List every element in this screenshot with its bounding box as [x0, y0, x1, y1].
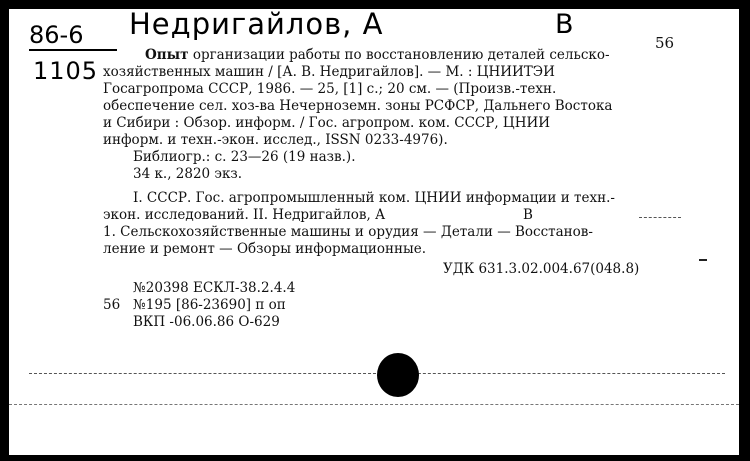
card-line-5: и Сибири : Обзор. информ. / Гос. агропром. ком. СССР, ЦНИИ	[103, 115, 551, 131]
price-copies-line: 34 к., 2820 экз.	[133, 166, 243, 182]
udk-line: УДК 631.3.02.004.67(048.8)	[443, 261, 640, 277]
title-word: Опыт	[145, 47, 189, 63]
card-line-4: обеспечение сел. хоз-ва Нечерноземн. зоны РСФСР, Дальнего Востока	[103, 98, 613, 114]
card-line-12: 1. Сельскохозяйственные машины и орудия — Детали — Восстанов-	[103, 224, 593, 240]
card-line-3: Госагропрома СССР, 1986. — 25, [1] с.; 20 см. — (Произв.-техн.	[103, 81, 557, 97]
class-letter-printed: В	[523, 207, 533, 223]
handwritten-call-number-top: 86-6	[29, 21, 84, 49]
card-line-6: информ. и техн.-экон. исслед., ISSN 0233-4976).	[103, 132, 448, 148]
bottom-edge-line	[9, 404, 739, 405]
hole-punch-blot	[377, 353, 419, 397]
card-line-13: ление и ремонт — Обзоры информационные.	[103, 241, 427, 257]
footer-page: 56	[103, 297, 121, 313]
bibliography-line: Библиогр.: с. 23—26 (19 назв.).	[133, 149, 356, 165]
footer-line-2: №195 [86-23690] п оп	[133, 297, 286, 313]
call-number-underline	[29, 49, 117, 51]
scan-mark	[699, 259, 707, 261]
filler-dash	[639, 217, 681, 218]
title-rest: организации работы по восстановлению деталей сельско-	[188, 47, 610, 63]
footer-line-1: №20398 ЕСКЛ-38.2.4.4	[133, 280, 296, 296]
card-line-1	[145, 47, 610, 64]
handwritten-call-number-bottom: 1105	[33, 57, 99, 85]
card-line-10: экон. исследований. II. Недригайлов, А	[103, 207, 386, 223]
footer-line-3: ВКП -06.06.86 О-629	[133, 314, 280, 330]
card-line-9: I. СССР. Гос. агропромышленный ком. ЦНИИ информации и техн.-	[133, 190, 615, 206]
card-line-2: хозяйственных машин / [А. В. Недригайлов]. — М. : ЦНИИТЭИ	[103, 64, 555, 80]
handwritten-class-letter: В	[555, 9, 574, 40]
page-number: 56	[655, 34, 675, 52]
catalog-card	[9, 9, 739, 455]
handwritten-author-header: Недригайлов, А	[129, 9, 384, 41]
